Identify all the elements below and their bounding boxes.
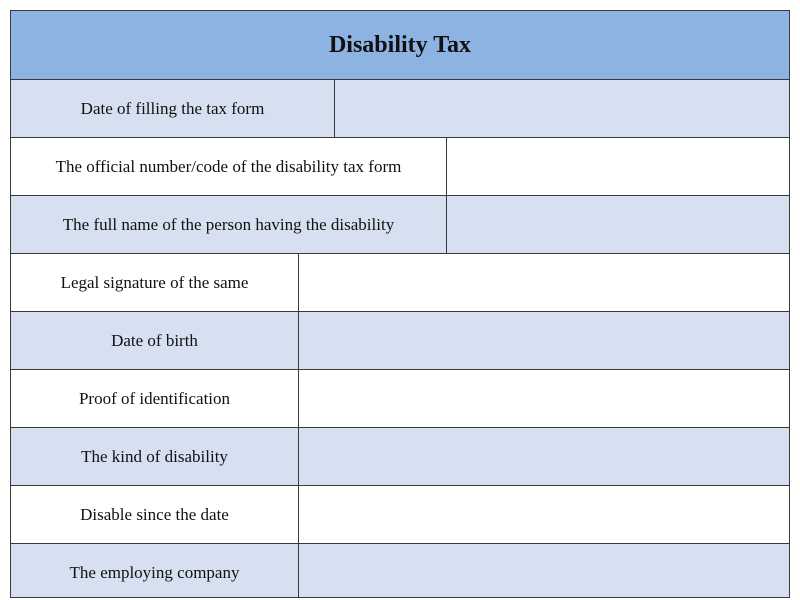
field-input-legal-signature[interactable] bbox=[299, 254, 789, 311]
field-label: Date of filling the tax form bbox=[11, 80, 335, 137]
form-row-official-number bbox=[11, 138, 789, 196]
field-input-full-name[interactable] bbox=[447, 196, 789, 253]
field-input-official-number[interactable] bbox=[447, 138, 789, 195]
form-row-date-of-birth bbox=[11, 312, 789, 370]
field-label: Proof of identification bbox=[11, 370, 299, 427]
field-label: The full name of the person having the disability bbox=[11, 196, 447, 253]
field-label: The official number/code of the disability tax form bbox=[11, 138, 447, 195]
form-row-proof-of-identification bbox=[11, 370, 789, 428]
field-input-employing-company[interactable] bbox=[299, 544, 789, 598]
field-label: Disable since the date bbox=[11, 486, 299, 543]
field-input-proof-of-identification[interactable] bbox=[299, 370, 789, 427]
disability-tax-form bbox=[10, 10, 790, 598]
form-row-kind-of-disability bbox=[11, 428, 789, 486]
form-row-disable-since bbox=[11, 486, 789, 544]
field-label: Legal signature of the same bbox=[11, 254, 299, 311]
field-input-kind-of-disability[interactable] bbox=[299, 428, 789, 485]
form-title: Disability Tax bbox=[328, 31, 472, 58]
field-label: The kind of disability bbox=[11, 428, 299, 485]
field-input-date-of-filling[interactable] bbox=[335, 80, 789, 137]
field-input-disable-since[interactable] bbox=[299, 486, 789, 543]
field-label: Date of birth bbox=[11, 312, 299, 369]
field-label: The employing company bbox=[11, 544, 299, 598]
form-row-date-of-filling bbox=[11, 80, 789, 138]
form-row-full-name bbox=[11, 196, 789, 254]
form-row-employing-company bbox=[11, 544, 789, 598]
form-row-legal-signature bbox=[11, 254, 789, 312]
field-input-date-of-birth[interactable] bbox=[299, 312, 789, 369]
form-header bbox=[11, 11, 789, 80]
